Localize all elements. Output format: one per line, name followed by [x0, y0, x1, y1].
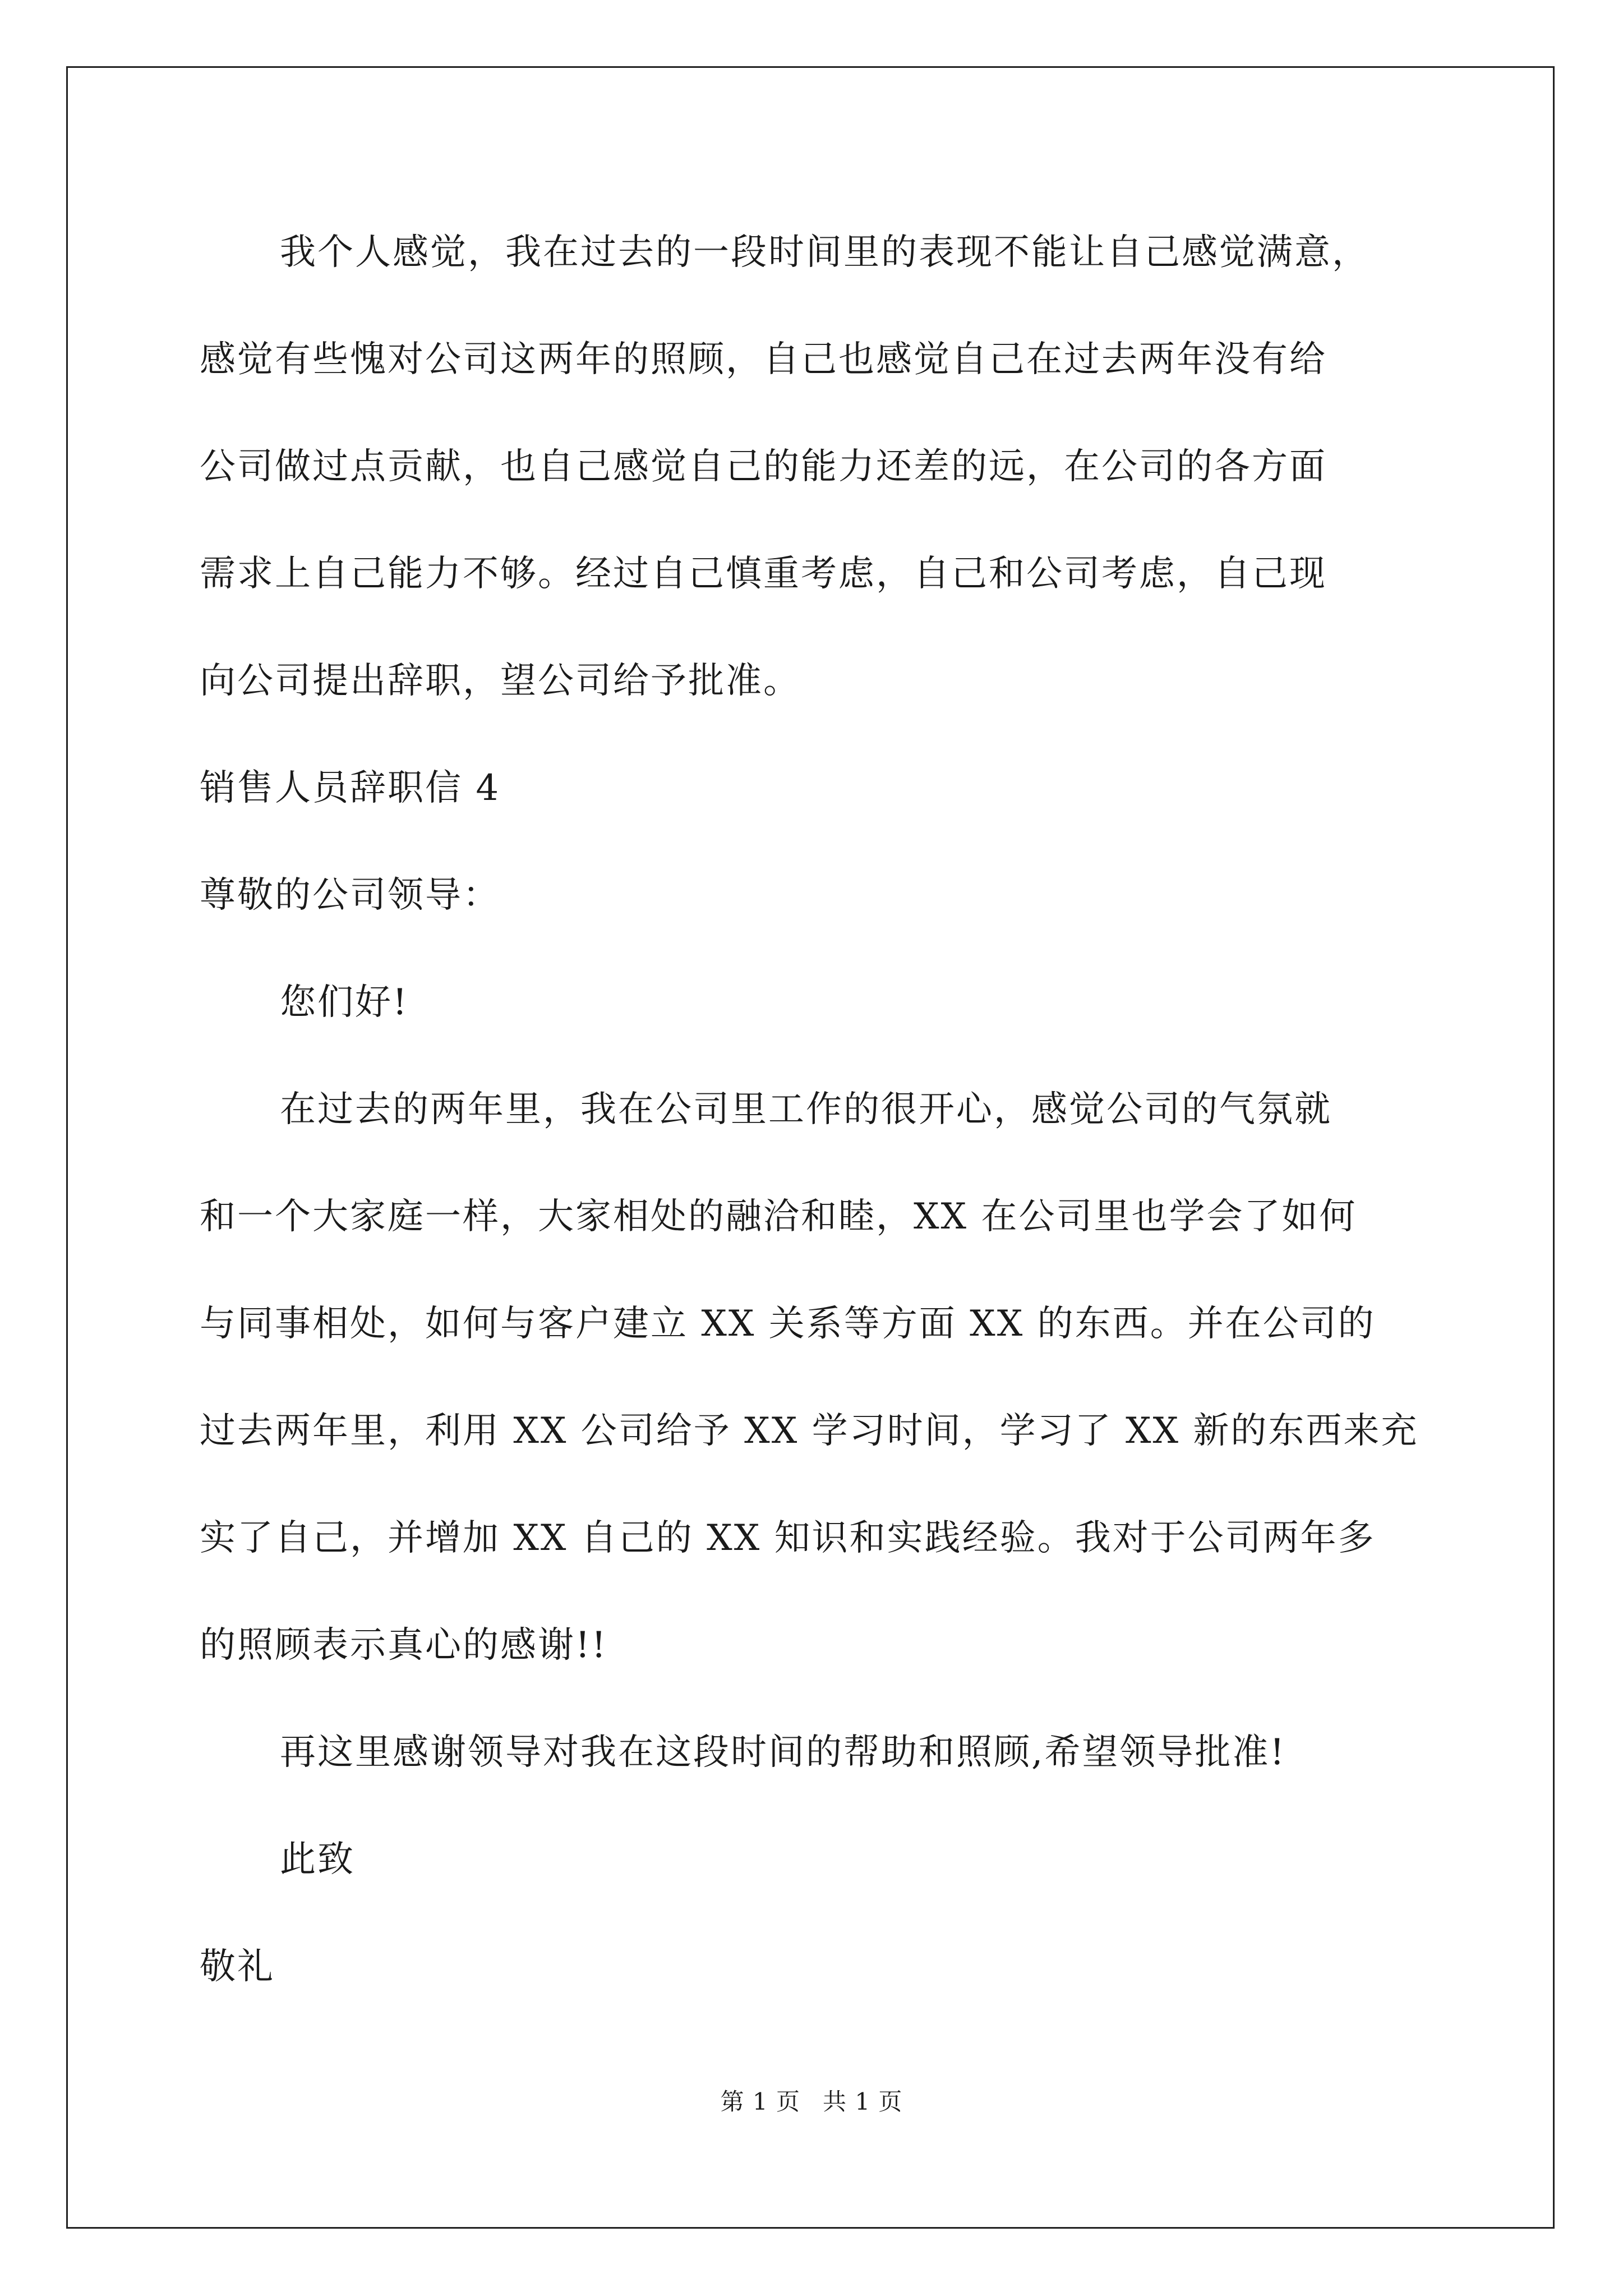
page-number-current: 第 1 页 [720, 2088, 800, 2115]
greeting: 您们好! [280, 982, 409, 1023]
paragraph-1-line-2: 感觉有些愧对公司这两年的照顾，自己也感觉自己在过去两年没有给 [200, 339, 1327, 380]
page-frame [66, 66, 1555, 2229]
paragraph-2-line-5: 实了自己，并增加 XX 自己的 XX 知识和实践经验。我对于公司两年多 [200, 1517, 1376, 1559]
paragraph-2-line-4: 过去两年里，利用 XX 公司给予 XX 学习时间，学习了 XX 新的东西来充 [200, 1410, 1419, 1452]
paragraph-1-line-5: 向公司提出辞职，望公司给予批准。 [200, 660, 801, 702]
page-footer [0, 2086, 1623, 2118]
paragraph-1-line-3: 公司做过点贡献，也自己感觉自己的能力还差的远，在公司的各方面 [200, 446, 1327, 487]
section-title: 销售人员辞职信 4 [200, 767, 501, 809]
page-number-total: 共 1 页 [823, 2088, 903, 2115]
paragraph-2-line-1: 在过去的两年里，我在公司里工作的很开心，感觉公司的气氛就 [280, 1089, 1332, 1130]
paragraph-2-line-6: 的照顾表示真心的感谢!! [200, 1625, 608, 1666]
closing-respectfully: 此致 [280, 1839, 355, 1880]
paragraph-2-line-2: 和一个大家庭一样，大家相处的融洽和睦，XX 在公司里也学会了如何 [200, 1196, 1357, 1237]
paragraph-3: 再这里感谢领导对我在这段时间的帮助和照顾,希望领导批准! [280, 1732, 1287, 1773]
paragraph-1-line-1: 我个人感觉，我在过去的一段时间里的表现不能让自己感觉满意， [280, 232, 1370, 273]
paragraph-2-line-3: 与同事相处，如何与客户建立 XX 关系等方面 XX 的东西。并在公司的 [200, 1303, 1376, 1345]
salutation: 尊敬的公司领导： [200, 875, 500, 916]
closing-salute: 敬礼 [200, 1946, 275, 1987]
paragraph-1-line-4: 需求上自己能力不够。经过自己慎重考虑，自己和公司考虑，自己现 [200, 553, 1327, 595]
